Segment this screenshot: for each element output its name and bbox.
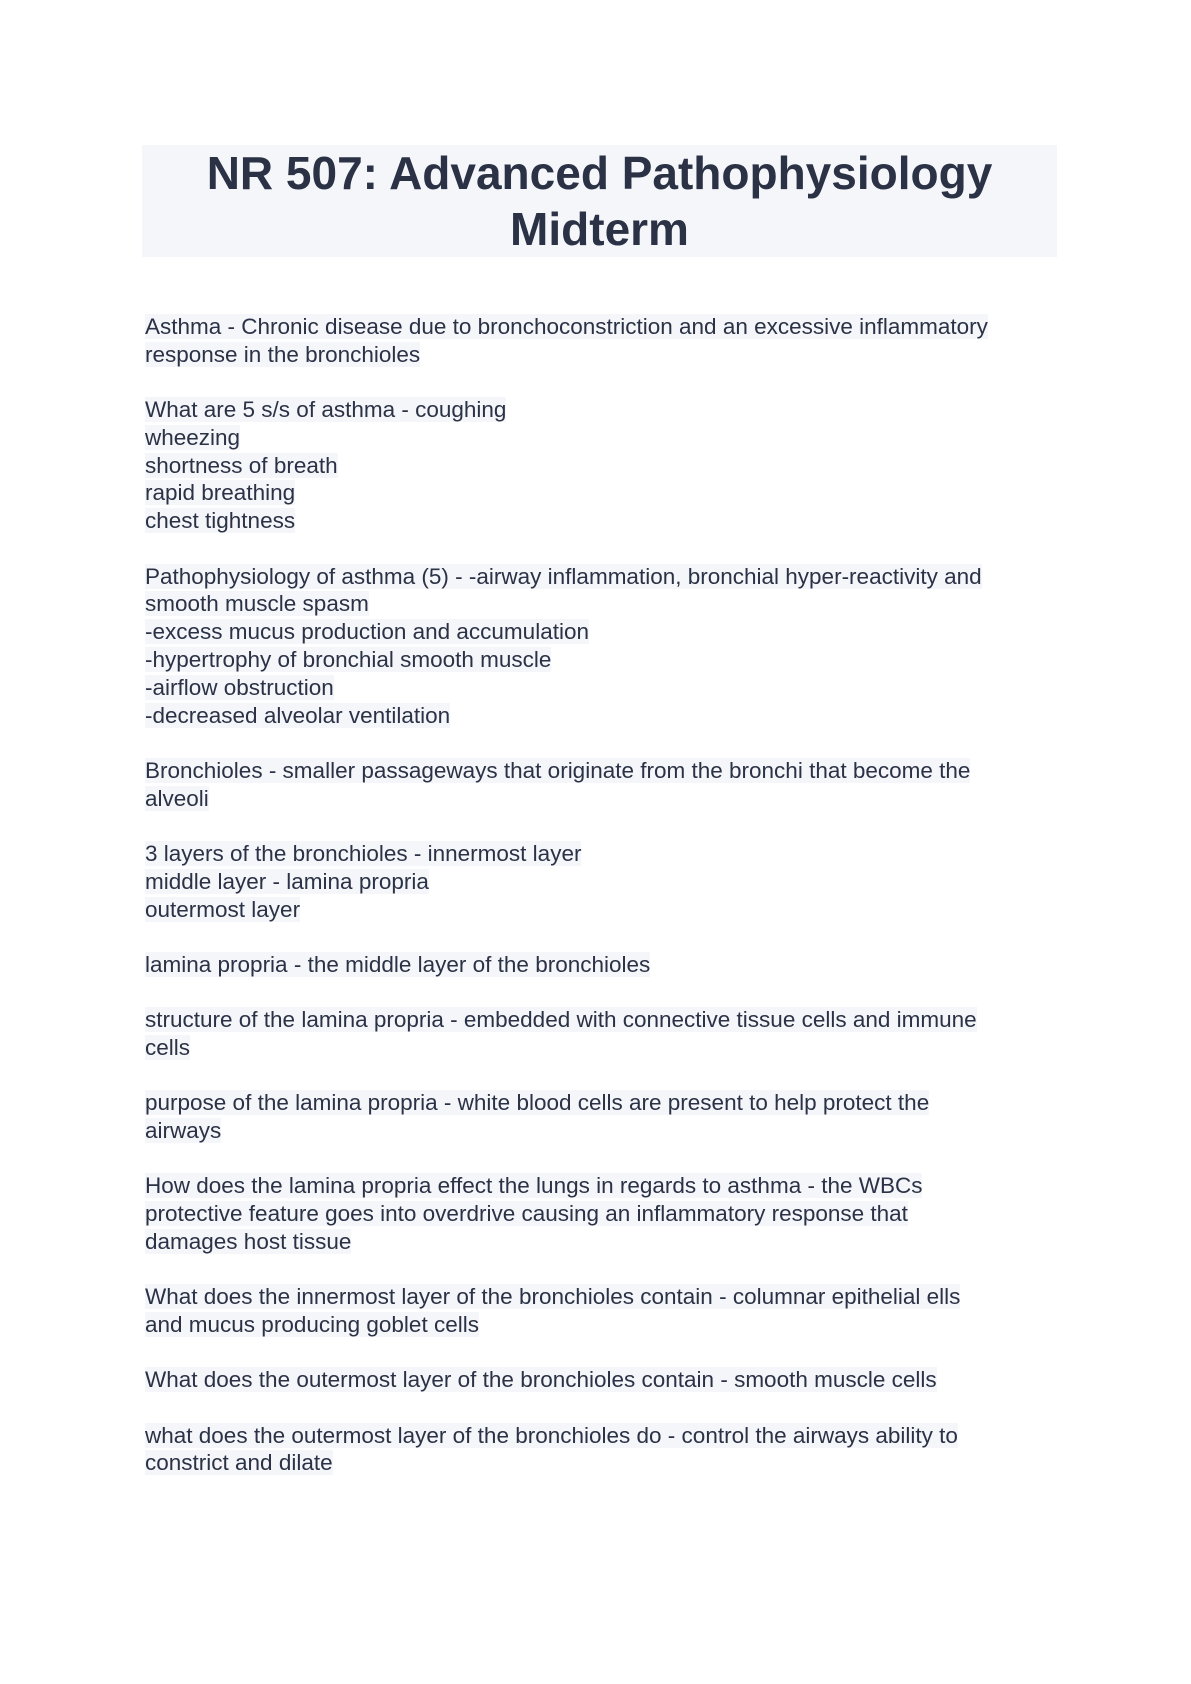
entry-text-line: What does the outermost layer of the bronchioles contain - smooth muscle cells bbox=[145, 1367, 937, 1393]
title-line-2: Midterm bbox=[510, 203, 689, 255]
entry-text-line: Bronchioles - smaller passageways that originate from the bronchi that become the bbox=[145, 757, 971, 783]
entry-text-line: -hypertrophy of bronchial smooth muscle bbox=[145, 646, 552, 672]
entry-text-line: chest tightness bbox=[145, 508, 296, 534]
title-line-1: NR 507: Advanced Pathophysiology bbox=[206, 147, 993, 199]
term-entry-bronchiole-layers bbox=[145, 840, 1057, 923]
term-entry-lamina-propria-asthma bbox=[145, 1172, 1057, 1255]
entry-text-line: and mucus producing goblet cells bbox=[145, 1312, 479, 1338]
entry-text-line: cells bbox=[145, 1034, 191, 1060]
entry-text-line: 3 layers of the bronchioles - innermost layer bbox=[145, 840, 582, 866]
entry-text-line: shortness of breath bbox=[145, 452, 338, 478]
term-entry-outermost-layer-contents bbox=[145, 1366, 1057, 1394]
entry-text-line: response in the bronchioles bbox=[145, 341, 421, 367]
entry-text-line: what does the outermost layer of the bronchioles do - control the airways ability to bbox=[145, 1422, 958, 1448]
entry-text-line: wheezing bbox=[145, 424, 241, 450]
term-entry-innermost-layer bbox=[145, 1283, 1057, 1339]
entry-text-line: outermost layer bbox=[145, 896, 301, 922]
entry-text-line: middle layer - lamina propria bbox=[145, 868, 429, 894]
entry-text-line: constrict and dilate bbox=[145, 1450, 333, 1476]
term-entry-lamina-propria bbox=[145, 951, 1057, 979]
entry-text-line: lamina propria - the middle layer of the bronchioles bbox=[145, 951, 651, 977]
entry-text-line: Pathophysiology of asthma (5) - -airway inflammation, bronchial hyper-reactivity and bbox=[145, 563, 982, 589]
entry-text-line: -airflow obstruction bbox=[145, 674, 334, 700]
term-entry-lamina-propria-structure bbox=[145, 1006, 1057, 1062]
entry-text-line: structure of the lamina propria - embedded with connective tissue cells and immune bbox=[145, 1007, 977, 1033]
term-entry-lamina-propria-purpose bbox=[145, 1089, 1057, 1145]
flashcard-list bbox=[145, 313, 1057, 1505]
entry-text-line: alveoli bbox=[145, 785, 209, 811]
term-entry-asthma bbox=[145, 313, 1057, 369]
entry-text-line: Asthma - Chronic disease due to bronchoconstriction and an excessive inflammatory bbox=[145, 314, 988, 339]
term-entry-asthma-symptoms bbox=[145, 396, 1057, 535]
entry-text-line: smooth muscle spasm bbox=[145, 591, 369, 617]
entry-text-line: damages host tissue bbox=[145, 1228, 352, 1254]
entry-text-line: rapid breathing bbox=[145, 480, 296, 506]
entry-text-line: What does the innermost layer of the bronchioles contain - columnar epithelial ells bbox=[145, 1284, 961, 1310]
term-entry-outermost-layer-function bbox=[145, 1422, 1057, 1478]
document-title bbox=[142, 145, 1057, 257]
entry-text-line: -excess mucus production and accumulation bbox=[145, 619, 589, 645]
entry-text-line: protective feature goes into overdrive causing an inflammatory response that bbox=[145, 1201, 908, 1227]
entry-text-line: -decreased alveolar ventilation bbox=[145, 702, 451, 728]
term-entry-asthma-pathophysiology bbox=[145, 563, 1057, 730]
term-entry-bronchioles bbox=[145, 757, 1057, 813]
entry-text-line: How does the lamina propria effect the lungs in regards to asthma - the WBCs bbox=[145, 1173, 923, 1199]
entry-text-line: airways bbox=[145, 1118, 222, 1144]
entry-text-line: purpose of the lamina propria - white blood cells are present to help protect the bbox=[145, 1090, 930, 1116]
entry-text-line: What are 5 s/s of asthma - coughing bbox=[145, 397, 507, 423]
